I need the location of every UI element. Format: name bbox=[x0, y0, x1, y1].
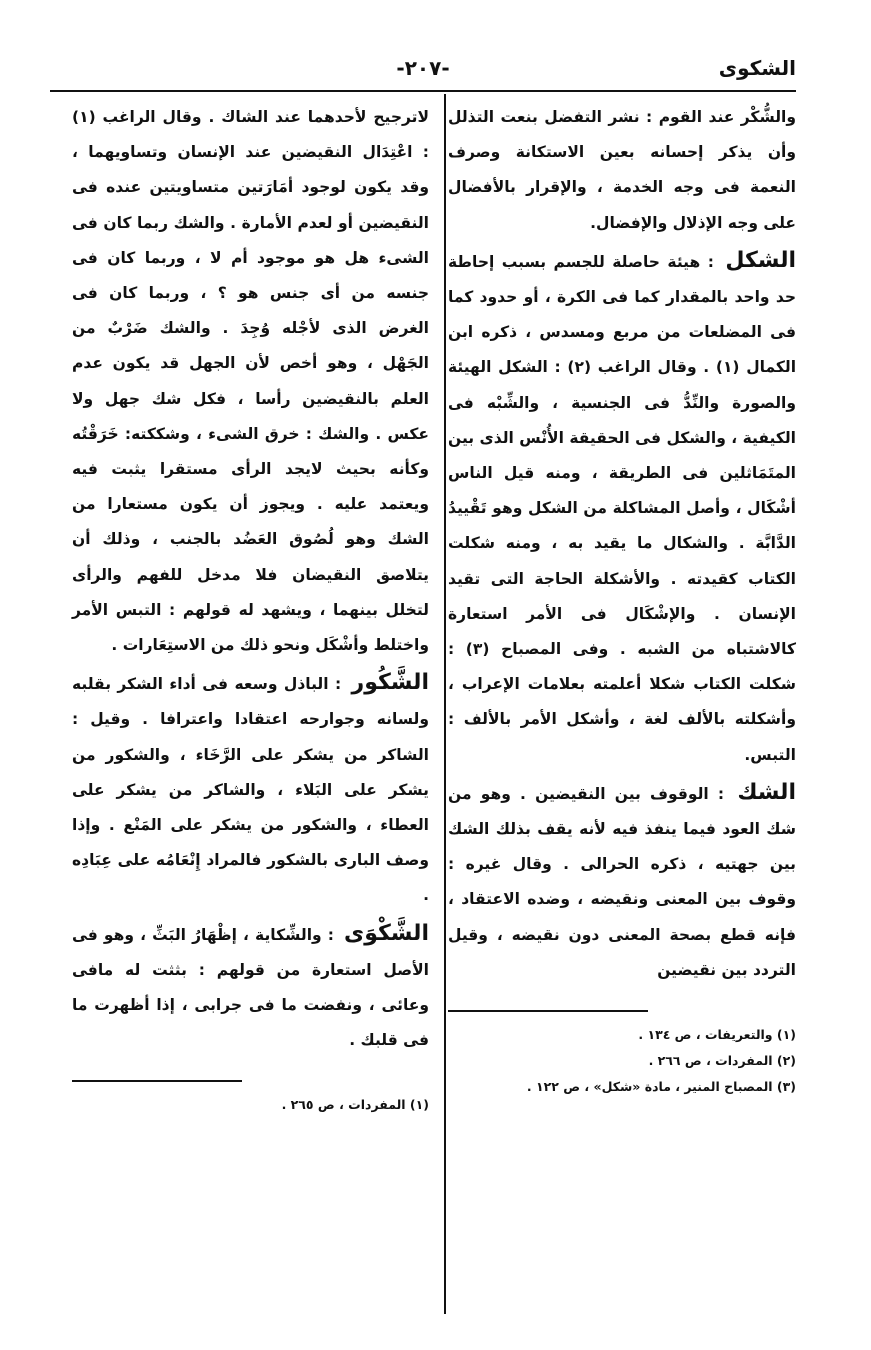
entry-paragraph bbox=[72, 665, 429, 913]
footnote: (١) المفردات ، ص ٢٦٥ . bbox=[281, 1097, 429, 1113]
entry-text: : الباذل وسعه فى أداء الشكر بقلبه ولسانه وجوارحه اعتقادا واعترافا . وقيل : الشاكر من يشكر على الرَّخَاء ، والشكور من يشكر على البَلاء ، والشاكر من يشكر على العطاء ، والشكور من يشكر على المَنْع . وإذا وصف البارى بالشكور فالمراد إِنْعَامُه على عِبَادِه . bbox=[72, 675, 429, 905]
footnote: (٣) المصباح المنير ، مادة «شكل» ، ص ١٢٢ . bbox=[526, 1079, 796, 1095]
footnote-rule bbox=[72, 1080, 242, 1082]
running-title: الشكوى bbox=[718, 56, 796, 80]
entry-heading: الشَّكْوَى bbox=[344, 920, 429, 946]
column-divider bbox=[444, 94, 446, 1314]
entry-heading: الشكل bbox=[725, 247, 796, 273]
entry-heading: الشَّكُور bbox=[351, 670, 429, 696]
entry-paragraph bbox=[72, 916, 429, 1059]
entry-paragraph bbox=[72, 100, 429, 663]
entry-heading: الشك bbox=[737, 779, 796, 805]
entry-paragraph bbox=[448, 775, 796, 988]
page-number: -٢٠٧- bbox=[396, 56, 450, 80]
footnote-rule bbox=[448, 1010, 648, 1012]
entry-paragraph bbox=[448, 100, 796, 241]
entry-paragraph bbox=[448, 243, 796, 773]
footnote: (١) والتعريفات ، ص ١٣٤ . bbox=[638, 1027, 796, 1043]
header-rule bbox=[50, 90, 796, 92]
entry-text: والشُّكْر عند القوم : نشر التفضل بنعت التذلل وأن يذكر إحسانه بعين الاستكانة وصرف النعمة فى وجه الخدمة ، والإقرار بالأفضال على وجه الإذلال والإفضال. bbox=[448, 108, 796, 232]
entry-text: : الوقوف بين النقيضين . وهو من شك العود فيما ينفذ فيه لأنه يقف بذلك الشك بين جهتيه ، ذكره الحرالى . وقال غيره : وقوف بين المعنى ونقيضه ، وضده الاعتقاد ، فإنه قطع بصحة المعنى دون نقيضه ، وقيل التردد بين نقيضين bbox=[448, 784, 796, 979]
entry-text: : والشِّكاية ، إظْهَارُ البَثِّ ، وهو فى الأصل استعارة من قولهم : بثثت له مافى وعائى ، ونفضت ما فى جرابى ، إذا أظهرت ما فى قلبك . bbox=[72, 925, 429, 1050]
page-header bbox=[50, 50, 796, 92]
entry-text: : هيئة حاصلة للجسم بسبب إحاطة حد واحد بالمقدار كما فى الكرة ، أو حدود كما فى المضلعات من مربع ومسدس ، ذكره ابن الكمال (١) . وقال الراغب (٢) : الشكل الهيئة والصورة والنِّدُّ فى الجنسية ، والشِّبْه فى الكيفية ، والشكل فى الحقيقة الأُنْس الذى بين المتَمَاثلين فى الطريقة ، ومنه قيل الناس أشْكَال ، وأصل المشاكلة من الشكل وهو تَقْييدُ الدَّابَّة . والشكال ما يقيد به ، ومنه شكلت الكتاب كقيدته . والأشكلة الحاجة التى تقيد الإنسان . والإشْكَال فى الأمر استعارة كالاشتباه من الشبه . وفى المصباح (٣) : شكلت الكتاب شكلا أعلمته بعلامات الإعراب ، وأشكلته بالألف لغة ، وأشكل الأمر بالألف : التبس. bbox=[448, 252, 797, 764]
footnote: (٢) المفردات ، ص ٢٦٦ . bbox=[648, 1053, 796, 1069]
entry-text: لاترجيح لأحدهما عند الشاك . وقال الراغب (١) : اعْتِدَال النقيضين عند الإنسان وتساويهما ، وقد يكون لوجود أمَارَتين متساويتين عنده فى النقيضين أو لعدم الأمارة . والشك ربما كان فى الشىء هل هو موجود أم لا ، وربما كان فى جنسه من أى جنس هو ؟ ، وربما كان فى الغرض الذى لأجْله وُجِدَ . والشك ضَرْبٌ من الجَهْل ، وهو أخص لأن الجهل قد يكون عدم العلم بالنقيضين رأسا ، فكل شك جهل ولا عكس . والشك : خرق الشىء ، وشككته: خَرَقْتُه وكأنه بحيث لايجد الرأى مستقرا يثبت فيه ويعتمد عليه . ويجوز أن يكون مستعارا من الشك وهو لُصُوق العَضُد بالجنب ، وذلك أن يتلاصق النقيضان فلا مدخل للفهم والرأى لتخلل بينهما ، ويشهد له قولهم : التبس الأمر واختلط وأشْكَل ونحو ذلك من الاستِعَارات . bbox=[72, 108, 429, 655]
left-column bbox=[72, 100, 429, 1118]
right-column bbox=[448, 100, 796, 1100]
